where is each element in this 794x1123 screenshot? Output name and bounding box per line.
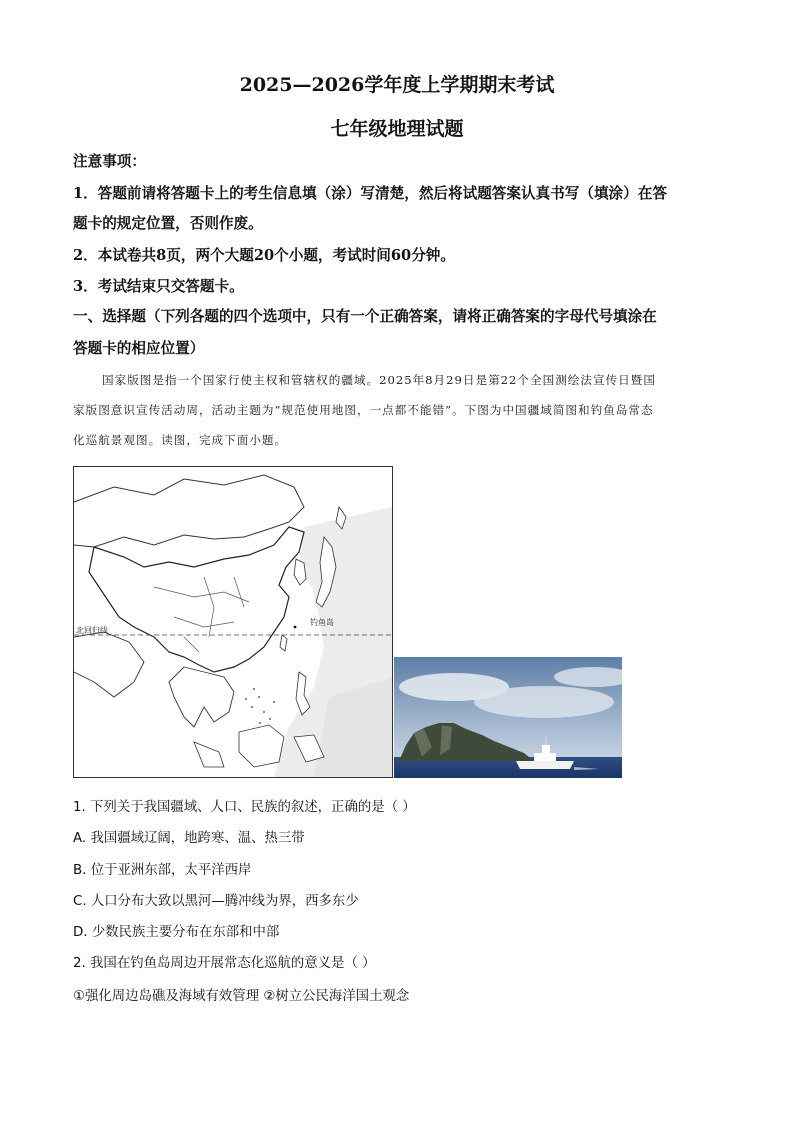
question-1-option-d: D. 少数民族主要分布在东部和中部 — [73, 925, 280, 940]
photo-drawing — [394, 657, 622, 778]
question-1-option-b: B. 位于亚洲东部，太平洋西岸 — [73, 863, 252, 878]
section1-heading-line-1: 一、选择题（下列各题的四个选项中，只有一个正确答案，请将正确答案的字母代号填涂在 — [73, 308, 657, 325]
passage-line-1: 国家版图是指一个国家行使主权和管辖权的疆域。2025年8月29日是第22个全国测绘法宣传日暨国 — [102, 373, 656, 387]
passage-line-2: 家版图意识宣传活动周，活动主题为“规范使用地图，一点都不能错”。下图为中国疆域简图和钓鱼岛常态 — [73, 403, 654, 417]
question-2-options: ①强化周边岛礁及海域有效管理 ②树立公民海洋国土观念 — [73, 989, 410, 1004]
question-2-stem: 2. 我国在钓鱼岛周边开展常态化巡航的意义是（ ） — [73, 956, 376, 971]
notice-item-3: 3．考试结束只交答题卡。 — [73, 278, 244, 295]
notice-item-1-line-2: 题卡的规定位置，否则作废。 — [73, 215, 263, 232]
question-1-option-a: A. 我国疆域辽阔，地跨寒、温、热三带 — [73, 831, 305, 846]
exam-subtitle: 七年级地理试题 — [330, 118, 464, 140]
section1-heading-line-2: 答题卡的相应位置） — [73, 340, 205, 357]
china-territory-map — [73, 466, 393, 778]
notice-heading: 注意事项： — [73, 153, 146, 170]
diaoyu-patrol-photo — [394, 657, 622, 778]
map-label-tropic-of-cancer: 北回归线 — [76, 626, 108, 635]
question-1-option-c: C. 人口分布大致以黑河—腾冲线为界，西多东少 — [73, 894, 359, 909]
map-drawing — [74, 467, 392, 777]
map-label-diaoyu: 钓鱼岛 — [310, 618, 334, 627]
question-1-stem: 1. 下列关于我国疆域、人口、民族的叙述，正确的是（ ） — [73, 800, 416, 815]
notice-item-2: 2．本试卷共8页，两个大题20个小题，考试时间60分钟。 — [73, 247, 455, 264]
exam-title: 2025—2026学年度上学期期末考试 — [239, 74, 555, 96]
notice-item-1-line-1: 1．答题前请将答题卡上的考生信息填（涂）写清楚，然后将试题答案认真书写（填涂）在答 — [73, 185, 667, 202]
passage-line-3: 化巡航景观图。读图，完成下面小题。 — [73, 433, 288, 447]
